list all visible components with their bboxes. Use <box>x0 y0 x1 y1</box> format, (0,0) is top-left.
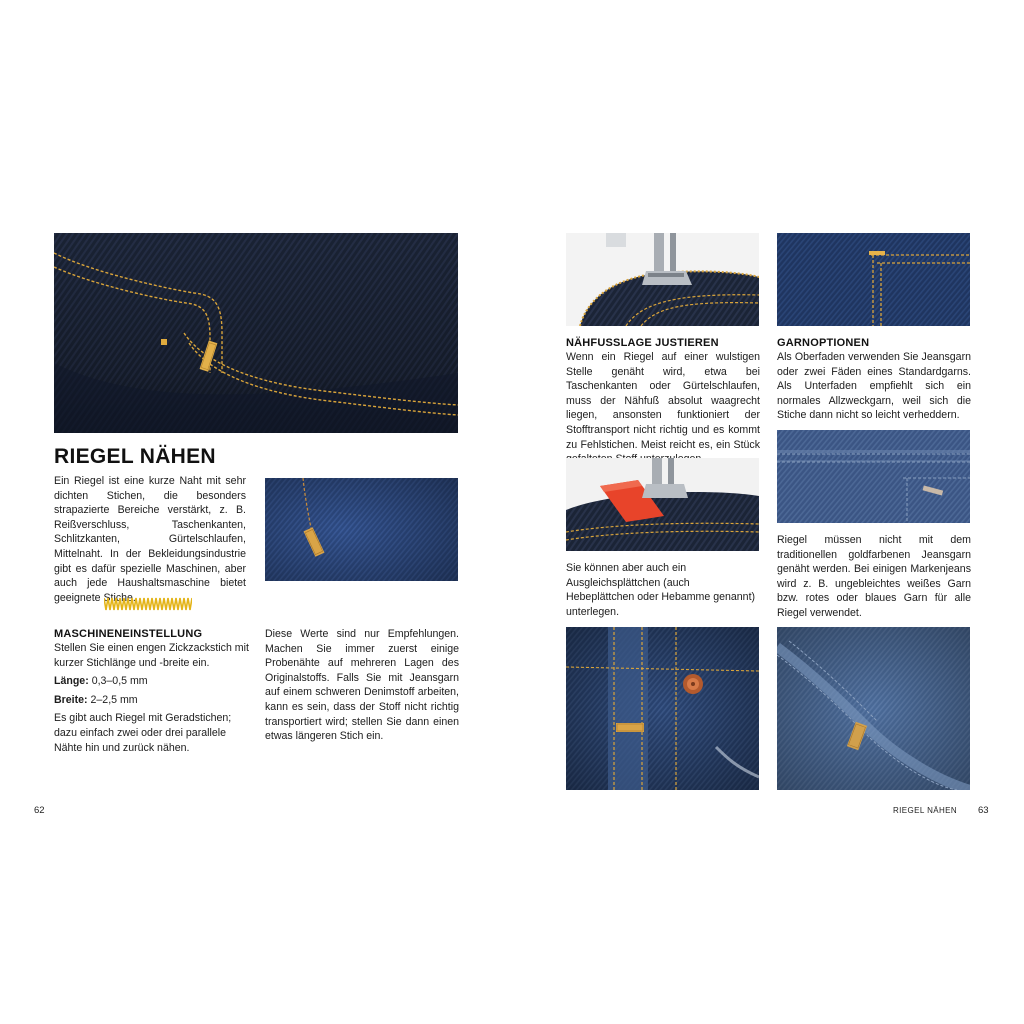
page-number-right: 63 <box>978 805 989 816</box>
machine-settings-text: Stellen Sie einen engen Zickzackstich mit kurzer Stichlänge und -breite ein. <box>54 642 249 669</box>
thread-options-block <box>777 350 971 423</box>
intro-text: Ein Riegel ist eine kurze Naht mit sehr dichten Stichen, die besonders strapazierte Bereiche verstärkt, z. B. Reißverschluss, Taschenkanten, Schlitzkanten, Gürtelschlaufen, Mittelnaht. In der Bekleidungsindustrie gibt es dafür spezielle Maschinen, aber auch jede Haushaltsmaschine bietet geeignete Stiche. <box>54 475 246 604</box>
section-heading-presser-foot: NÄHFUSSLAGE JUSTIEREN <box>566 337 719 349</box>
straight-stitch-note: Es gibt auch Riegel mit Geradstichen; dazu einfach zwei oder drei parallele Nähte hin und zurück nähen. <box>54 712 232 754</box>
photo-presser-foot <box>566 233 759 326</box>
presser-foot-block <box>566 350 760 467</box>
machine-settings-block <box>54 641 250 755</box>
photo-spacer-plate <box>566 458 759 551</box>
stitch-width-row <box>54 693 250 708</box>
stitch-length-value: 0,3–0,5 mm <box>91 675 148 688</box>
photo-thread-pocket-corner <box>777 233 970 326</box>
photo-washed-denim-bartack <box>777 430 970 523</box>
photo-pocket-bartack <box>54 233 458 433</box>
section-heading-machine-settings: MASCHINENEINSTELLUNG <box>54 628 203 640</box>
page-number-left: 62 <box>34 805 45 816</box>
thread-caption: Riegel müssen nicht mit dem traditionellen goldfarbenen Jeansgarn genäht werden. Bei einigen Markenjeans wird z. B. ungebleichtes weißes Garn bzw. rotes oder blaues Garn für alle Riegel verwendet. <box>777 534 971 619</box>
presser-foot-text: Wenn ein Riegel auf einer wulstigen Stelle genäht wird, etwa bei Taschenkanten oder Gürtelschlaufen, muss der Nähfuß absolut waagrecht liegen, ansonsten funktioniert der Stofftransport nicht richtig und es kommt zu Fehlstichen. Meist reicht es, ein Stück <box>566 351 760 451</box>
stitch-length-label: Länge: <box>54 675 89 688</box>
running-head: RIEGEL NÄHEN <box>893 806 958 815</box>
spacer-caption-block <box>566 561 760 619</box>
photo-belt-loop-rivet <box>566 627 759 790</box>
intro-paragraph <box>54 474 246 605</box>
recommendation-text: Diese Werte sind nur Empfehlungen. Machen Sie immer zuerst einige Probenähte auf mehreren Lagen des Originalstoffs. Falls Sie mit Jeansgarn auf einem schweren Denimstoff arbeiten, kann es sein, dass der Stoff nicht richtig transportiert wird; stellen Sie dann einen etwas längeren Stich ein. <box>265 628 459 743</box>
stitch-length-row <box>54 674 250 689</box>
photo-washed-denim-seam <box>777 627 970 790</box>
recommendation-block <box>265 627 459 744</box>
section-heading-thread-options: GARNOPTIONEN <box>777 337 870 349</box>
zigzag-stitch-icon <box>104 596 192 612</box>
page-title: RIEGEL NÄHEN <box>54 445 216 468</box>
thread-options-text: Als Oberfaden verwenden Sie Jeansgarn oder zwei Fäden eines Standardgarns. Als Unterfaden empfiehlt sich ein normales Allzweckgarn, weil sich die Stiche dann nicht so leicht verheddern. <box>777 351 971 422</box>
thread-caption-block <box>777 533 971 621</box>
stitch-width-value: 2–2,5 mm <box>90 693 138 706</box>
photo-bartack-closeup <box>265 478 458 581</box>
stitch-width-label: Breite: <box>54 693 88 706</box>
spacer-caption: Sie können aber auch ein Ausgleichsplättchen (auch Hebeplättchen oder Hebamme genannt) unterlegen. <box>566 562 756 618</box>
